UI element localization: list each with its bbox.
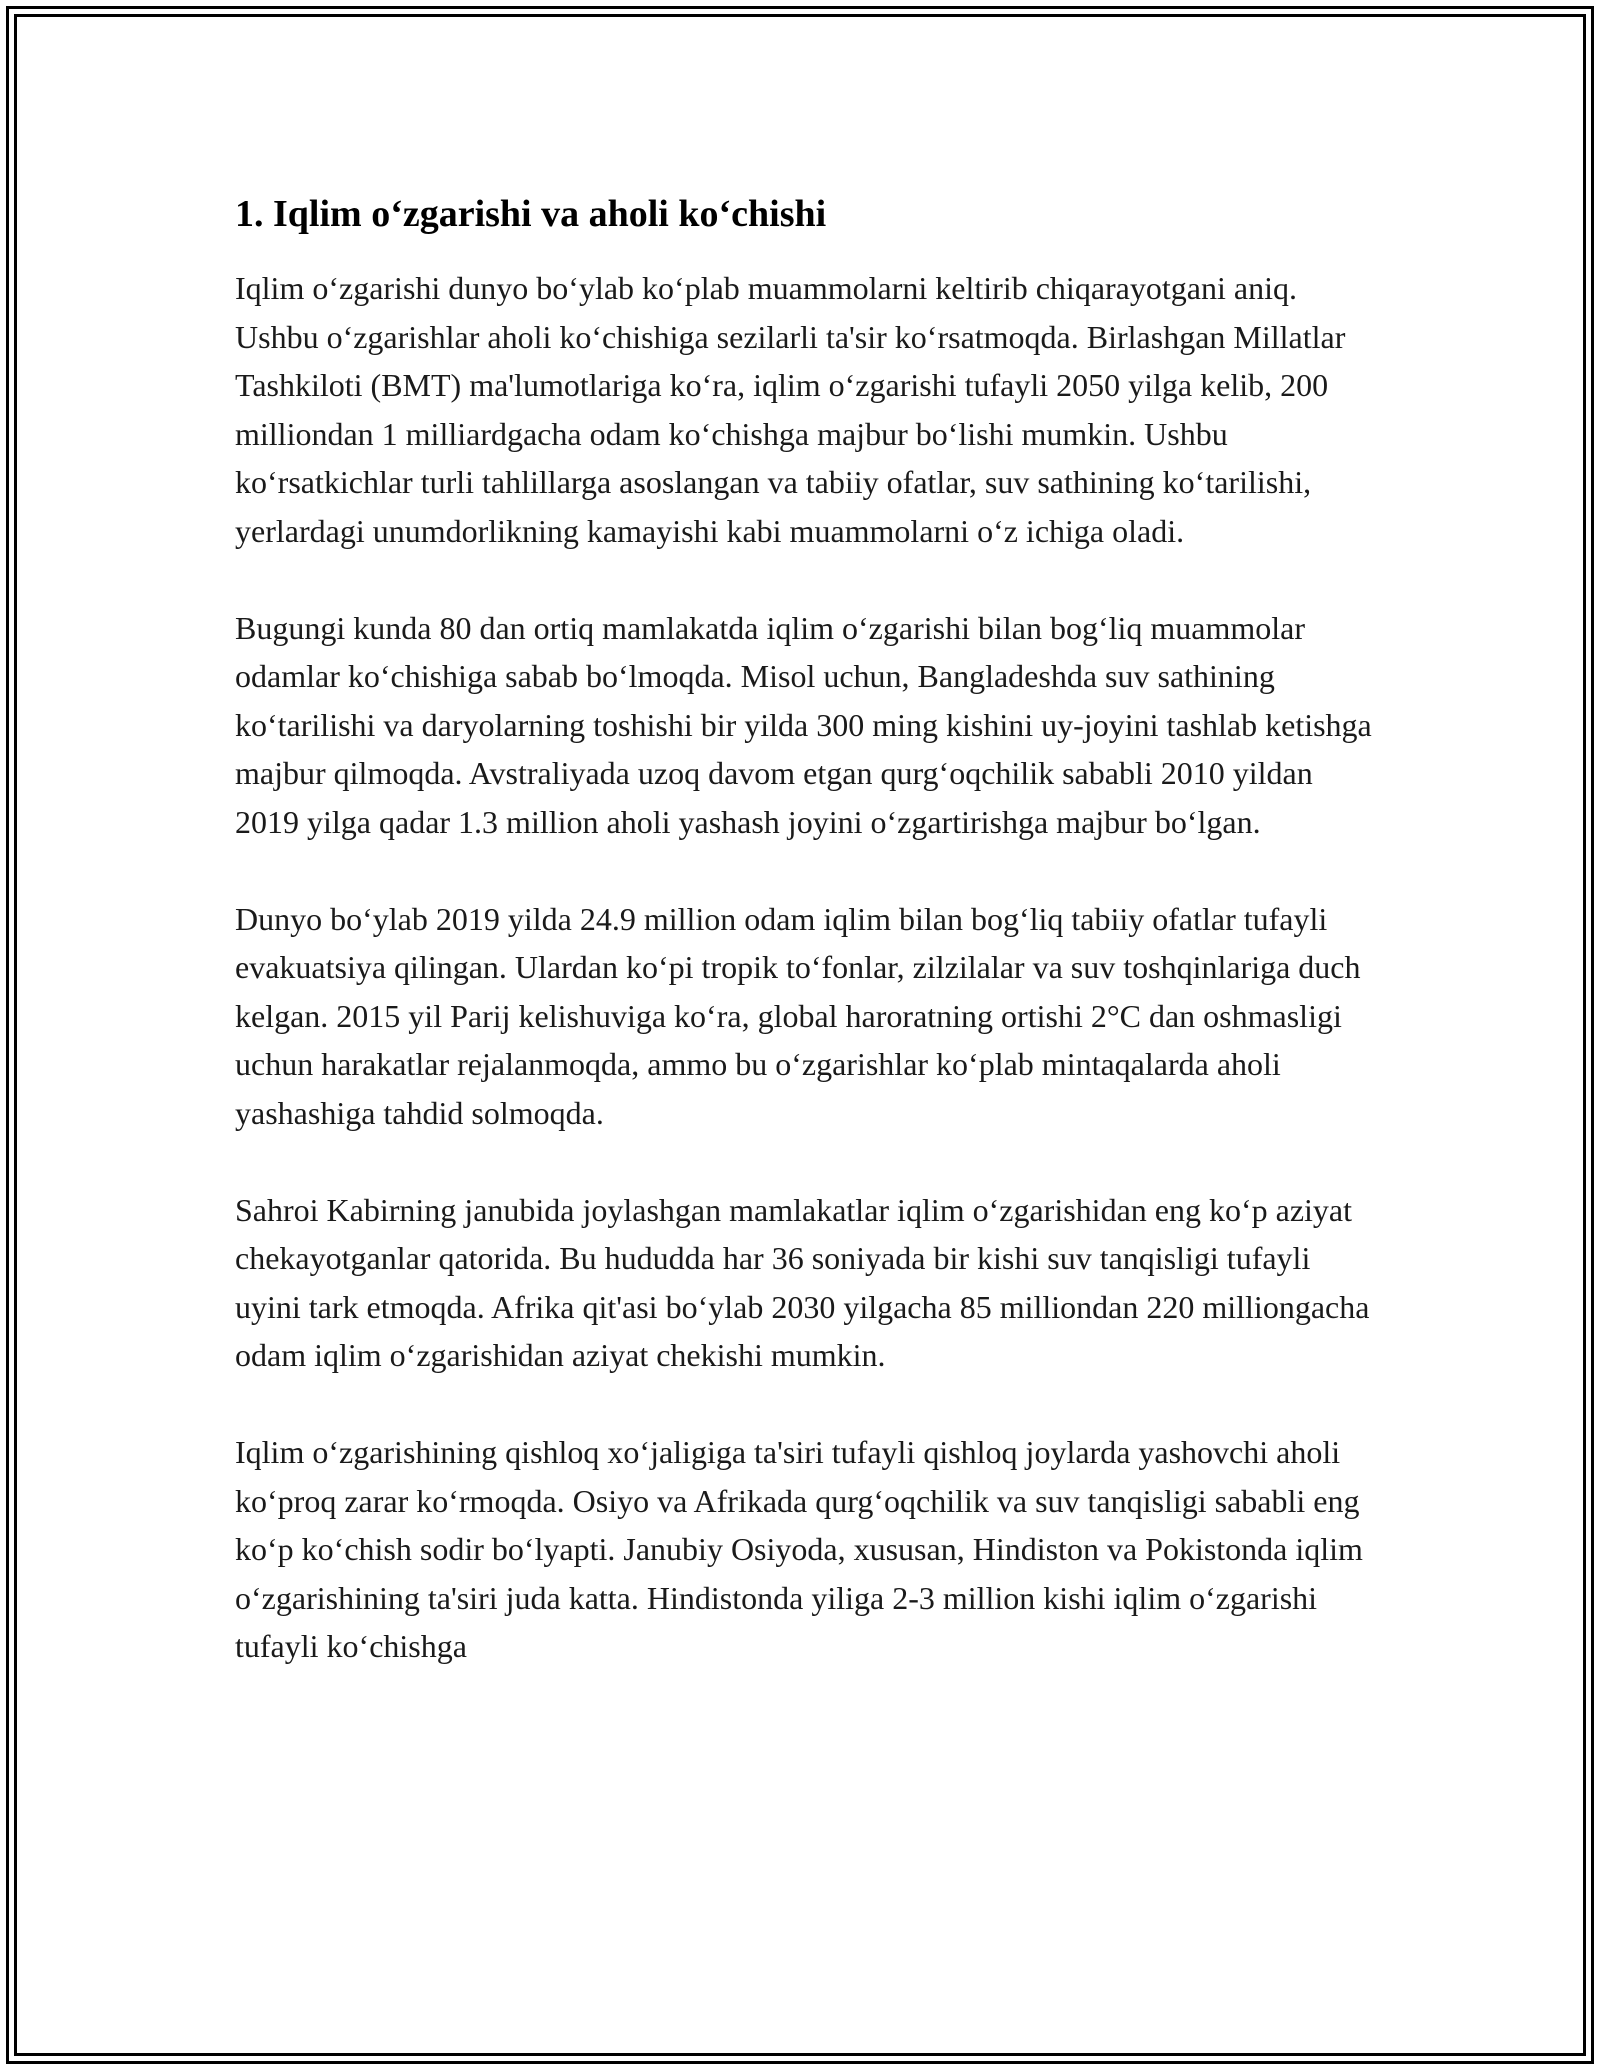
section-heading: 1. Iqlim o‘zgarishi va aholi ko‘chishi <box>235 193 827 235</box>
paragraph-5: Iqlim o‘zgarishining qishloq xo‘jaligiga ta'siri tufayli qishloq joylarda yashovchi aholi ko‘proq zarar ko‘rmoqda. Osiyo va Afrikada qurg‘oqchilik va suv tanqisligi sababli eng ko‘p ko‘chish sodir bo‘lyapti. Janubiy Osiyoda, xususan, Hindiston va Pokistonda iqlim o‘zgarishining ta'siri juda katta. Hindistonda yiliga 2-3 million kishi iqlim o‘zgarishi tufayli ko‘chishga <box>235 1434 1363 1664</box>
paragraph-1: Iqlim o‘zgarishi dunyo bo‘ylab ko‘plab muammolarni keltirib chiqarayotgani aniq. Ushbu o‘zgarishlar aholi ko‘chishiga sezilarli ta'sir ko‘rsatmoqda. Birlashgan Millatlar Tashkiloti (BMT) ma'lumotlariga ko‘ra, iqlim o‘zgarishi tufayli 2050 yilga kelib, 200 milliondan 1 milliardgacha odam ko‘chishga majbur bo‘lishi mumkin. Ushbu ko‘rsatkichlar turli tahlillarga asoslangan va tabiiy ofatlar, suv sathining ko‘tarilishi, yerlardagi unumdorlikning kamayishi kabi muammolarni o‘z ichiga oladi. <box>235 270 1346 549</box>
paragraph-4: Sahroi Kabirning janubida joylashgan mamlakatlar iqlim o‘zgarishidan eng ko‘p aziyat chekayotganlar qatorida. Bu hududda har 36 soniyada bir kishi suv tanqisligi tufayli uyini tark etmoqda. Afrika qit'asi bo‘ylab 2030 yilgacha 85 milliondan 220 milliongacha odam iqlim o‘zgarishidan aziyat chekishi mumkin. <box>235 1191 1370 1373</box>
paragraph-3: Dunyo bo‘ylab 2019 yilda 24.9 million odam iqlim bilan bog‘liq tabiiy ofatlar tufayli evakuatsiya qilingan. Ulardan ko‘pi tropik to‘fonlar, zilzilalar va suv toshqinlariga duch kelgan. 2015 yil Parij kelishuviga ko‘ra, global haroratning ortishi 2°C dan oshmasligi uchun harakatlar rejalanmoqda, ammo bu o‘zgarishlar ko‘plab mintaqalarda aholi yashashiga tahdid solmoqda. <box>235 900 1361 1131</box>
document-body <box>235 186 1375 1719</box>
paragraph-2: Bugungi kunda 80 dan ortiq mamlakatda iqlim o‘zgarishi bilan bog‘liq muammolar odamlar ko‘chishiga sabab bo‘lmoqda. Misol uchun, Bangladeshda suv sathining ko‘tarilishi va daryolarning toshishi bir yilda 300 ming kishini uy-joyini tashlab ketishga majbur qilmoqda. Avstraliyada uzoq davom etgan qurg‘oqchilik sababli 2010 yildan 2019 yilga qadar 1.3 million aholi yashash joyini o‘zgartirishga majbur bo‘lgan. <box>235 609 1372 840</box>
